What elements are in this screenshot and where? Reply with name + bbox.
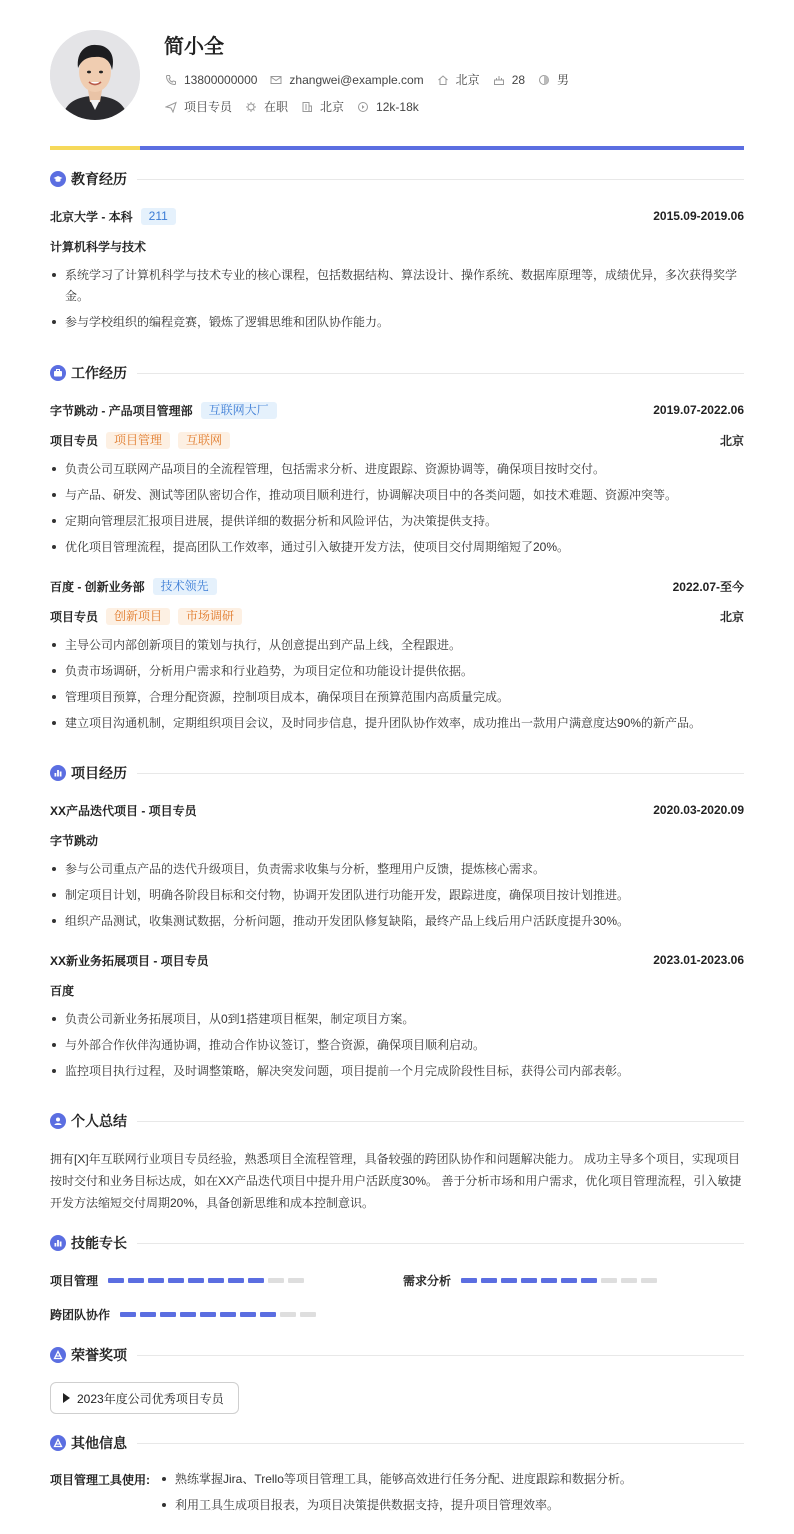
project-period: 2023.01-2023.06 [653, 953, 744, 967]
project-org-1 [50, 831, 744, 849]
home-icon [436, 73, 450, 87]
skill-segment-empty [288, 1278, 304, 1283]
role-tag: 创新项目 [106, 608, 170, 625]
list-item: 优化项目管理流程，提高团队工作效率，通过引入敏捷开发方法，使项目交付周期缩短了20%。 [50, 537, 744, 558]
list-item: 监控项目执行过程，及时调整策略，解决突发问题，项目提前一个月完成阶段性目标，获得公司内部表彰。 [50, 1061, 744, 1082]
gender-icon [537, 73, 551, 87]
skill-segment-filled [461, 1278, 477, 1283]
briefcase-icon [50, 365, 66, 381]
project-title: XX产品迭代项目 - 项目专员 [50, 803, 197, 818]
skill-segment-empty [280, 1312, 296, 1317]
skill-segment-filled [200, 1312, 216, 1317]
skill-segment-filled [521, 1278, 537, 1283]
work-bullets-2 [50, 635, 744, 739]
location-text: 北京 [455, 73, 480, 87]
work-bullets-1 [50, 459, 744, 563]
company-name: 字节跳动 - 产品项目管理部 [50, 403, 193, 418]
project-org-2 [50, 981, 744, 999]
skill-segment-empty [641, 1278, 657, 1283]
bar-chart-icon [50, 1235, 66, 1251]
bar-chart-icon [50, 765, 66, 781]
age-item [492, 73, 525, 87]
list-item: 主导公司内部创新项目的策划与执行，从创意提出到产品上线，全程跟进。 [50, 635, 744, 656]
role-tag: 市场调研 [178, 608, 242, 625]
skill-segment-filled [160, 1312, 176, 1317]
list-item: 负责公司互联网产品项目的全流程管理，包括需求分析、进度跟踪、资源协调等，确保项目按时交付。 [50, 459, 744, 480]
skill-segment-filled [581, 1278, 597, 1283]
project-period: 2020.03-2020.09 [653, 803, 744, 817]
skill-segment-empty [601, 1278, 617, 1283]
email-item [269, 73, 423, 87]
list-item: 制定项目计划，明确各阶段目标和交付物，协调开发团队进行功能开发，跟踪进度，确保项目按计划推进。 [50, 885, 744, 906]
list-item: 管理项目预算，合理分配资源，控制项目成本，确保项目在预算范围内高质量完成。 [50, 687, 744, 708]
section-projects: 项目经历 [50, 763, 744, 783]
skill-segment-empty [300, 1312, 316, 1317]
role-tag: 互联网 [178, 432, 230, 449]
list-item: 定期向管理层汇报项目进展，提供详细的数据分析和风险评估，为决策提供支持。 [50, 511, 744, 532]
salary-item [356, 100, 419, 114]
avatar-portrait-icon [50, 30, 140, 120]
skill-segment-filled [108, 1278, 124, 1283]
skill-segment-filled [120, 1312, 136, 1317]
skill-segment-filled [248, 1278, 264, 1283]
skill-segment-empty [268, 1278, 284, 1283]
work-role-2 [50, 607, 744, 625]
skill-segment-filled [541, 1278, 557, 1283]
list-item: 参与学校组织的编程竞赛，锻炼了逻辑思维和团队协作能力。 [50, 312, 744, 333]
education-period: 2015.09-2019.06 [653, 209, 744, 223]
list-item: 建立项目沟通机制，定期组织项目会议，及时同步信息，提升团队协作效率，成功推出一款用户满意度达90%的新产品。 [50, 713, 744, 734]
skill-segment-filled [180, 1312, 196, 1317]
skill-segment-filled [148, 1278, 164, 1283]
play-icon [63, 1393, 70, 1403]
gender-text: 男 [557, 73, 570, 87]
skill-level-bar [461, 1278, 661, 1283]
project-title: XX新业务拓展项目 - 项目专员 [50, 953, 209, 968]
mail-icon [269, 73, 283, 87]
other-label: 项目管理工具使用: [50, 1473, 150, 1487]
skill-segment-filled [220, 1312, 236, 1317]
skill-segment-filled [481, 1278, 497, 1283]
project-org: 百度 [50, 983, 75, 998]
skill-segment-filled [208, 1278, 224, 1283]
skill-segment-filled [128, 1278, 144, 1283]
skill-segment-filled [140, 1312, 156, 1317]
list-item: 负责市场调研，分析用户需求和行业趋势，为项目定位和功能设计提供依据。 [50, 661, 744, 682]
candidate-name: 简小全 [164, 36, 224, 58]
list-item: 负责公司新业务拓展项目，从0到1搭建项目框架，制定项目方案。 [50, 1009, 744, 1030]
skill-segment-filled [168, 1278, 184, 1283]
gender-item [537, 71, 569, 88]
list-item: 利用工具生成项目报表，为项目决策提供数据支持，提升项目管理效率。 [160, 1495, 744, 1516]
skill-segment-filled [260, 1312, 276, 1317]
list-item: 与外部合作伙伴沟通协调，推动合作协议签订，整合资源，确保项目顺利启动。 [50, 1035, 744, 1056]
money-icon [356, 100, 370, 114]
building-icon [300, 100, 314, 114]
list-item: 组织产品测试，收集测试数据，分析问题，推动开发团队修复缺陷，最终产品上线后用户活跃度提升30%。 [50, 911, 744, 932]
target-city-text: 北京 [320, 100, 345, 114]
work-role-1 [50, 431, 744, 449]
project-bullets-2 [50, 1009, 744, 1087]
skill-segment-empty [621, 1278, 637, 1283]
skill-item [50, 1306, 320, 1323]
work-period: 2019.07-2022.06 [653, 403, 744, 417]
phone-icon [164, 73, 178, 87]
skill-segment-filled [188, 1278, 204, 1283]
gear-icon [244, 100, 258, 114]
work-city: 北京 [719, 433, 744, 448]
section-education: 教育经历 [50, 169, 744, 189]
skill-level-bar [120, 1312, 320, 1317]
role-title: 项目专员 [50, 433, 99, 448]
school-name: 北京大学 - 本科 [50, 209, 133, 224]
project-header-1 [50, 801, 744, 819]
list-item: 与产品、研发、测试等团队密切合作，推动项目顺利进行，协调解决项目中的各类问题，如技术难题、资源冲突等。 [50, 485, 744, 506]
skill-name: 跨团队协作 [50, 1308, 111, 1322]
other-bullets [160, 1469, 744, 1521]
section-work: 工作经历 [50, 363, 744, 383]
salary-text: 12k-18k [376, 99, 419, 114]
section-other: 其他信息 [50, 1433, 744, 1453]
position-text: 项目专员 [184, 100, 233, 114]
company-name: 百度 - 创新业务部 [50, 579, 145, 594]
award-text: 2023年度公司优秀项目专员 [77, 1391, 224, 1406]
education-header [50, 207, 744, 225]
work-header-2 [50, 577, 744, 595]
user-icon [50, 1113, 66, 1129]
skill-item [50, 1272, 308, 1289]
header-divider [50, 146, 744, 150]
section-summary: 个人总结 [50, 1111, 744, 1131]
skill-name: 需求分析 [403, 1274, 452, 1288]
school-tag: 211 [141, 208, 176, 225]
resume-header [50, 30, 744, 125]
work-header-1 [50, 401, 744, 419]
work-city: 北京 [719, 609, 744, 624]
phone-item [164, 73, 257, 87]
age-text: 28 [511, 72, 526, 87]
role-title: 项目专员 [50, 609, 99, 624]
company-tag: 互联网大厂 [201, 402, 277, 419]
graduation-cap-icon [50, 171, 66, 187]
role-tag: 项目管理 [106, 432, 170, 449]
education-bullets [50, 265, 744, 338]
project-header-2 [50, 951, 744, 969]
summary-text: 拥有[X]年互联网行业项目专员经验，熟悉项目全流程管理，具备较强的跨团队协作和问题解决能力。 成功主导多个项目，实现项目按时交付和业务目标达成，如在XX产品迭代项目中提升用户活跃度30%。 善于分析市场和用户需求，优化项目管理流程，引入敏捷开发方法缩短交付周期20%，具备创新思维和成本控制意识。 [50, 1152, 742, 1210]
skill-segment-filled [561, 1278, 577, 1283]
company-tag: 技术领先 [153, 578, 217, 595]
project-bullets-1 [50, 859, 744, 937]
avatar [50, 30, 140, 120]
work-period: 2022.07-至今 [672, 579, 744, 594]
skill-segment-filled [501, 1278, 517, 1283]
section-skills: 技能专长 [50, 1233, 744, 1253]
skill-level-bar [108, 1278, 308, 1283]
skill-item [403, 1272, 661, 1289]
skill-segment-filled [240, 1312, 256, 1317]
contact-row [164, 71, 581, 88]
target-city-item [300, 98, 344, 115]
project-org: 字节跳动 [50, 833, 99, 848]
cake-icon [492, 73, 506, 87]
medal-icon [50, 1347, 66, 1363]
email-text: zhangwei@example.com [289, 72, 424, 87]
skill-segment-filled [228, 1278, 244, 1283]
status-item [244, 98, 288, 115]
status-text: 在职 [264, 100, 289, 114]
send-icon [164, 100, 178, 114]
education-major-row [50, 237, 744, 255]
section-awards: 荣誉奖项 [50, 1345, 744, 1365]
location-item [436, 71, 480, 88]
job-intent-row [164, 98, 431, 115]
position-item [164, 98, 232, 115]
info-icon [50, 1435, 66, 1451]
major: 计算机科学与技术 [50, 239, 147, 254]
skill-name: 项目管理 [50, 1274, 99, 1288]
list-item: 熟练掌握Jira、Trello等项目管理工具，能够高效进行任务分配、进度跟踪和数据分析。 [160, 1469, 744, 1490]
list-item: 系统学习了计算机科学与技术专业的核心课程，包括数据结构、算法设计、操作系统、数据库原理等，成绩优异，多次获得奖学金。 [50, 265, 744, 307]
phone-text: 13800000000 [184, 72, 258, 87]
award-item [50, 1382, 239, 1414]
list-item: 参与公司重点产品的迭代升级项目，负责需求收集与分析，整理用户反馈，提炼核心需求。 [50, 859, 744, 880]
